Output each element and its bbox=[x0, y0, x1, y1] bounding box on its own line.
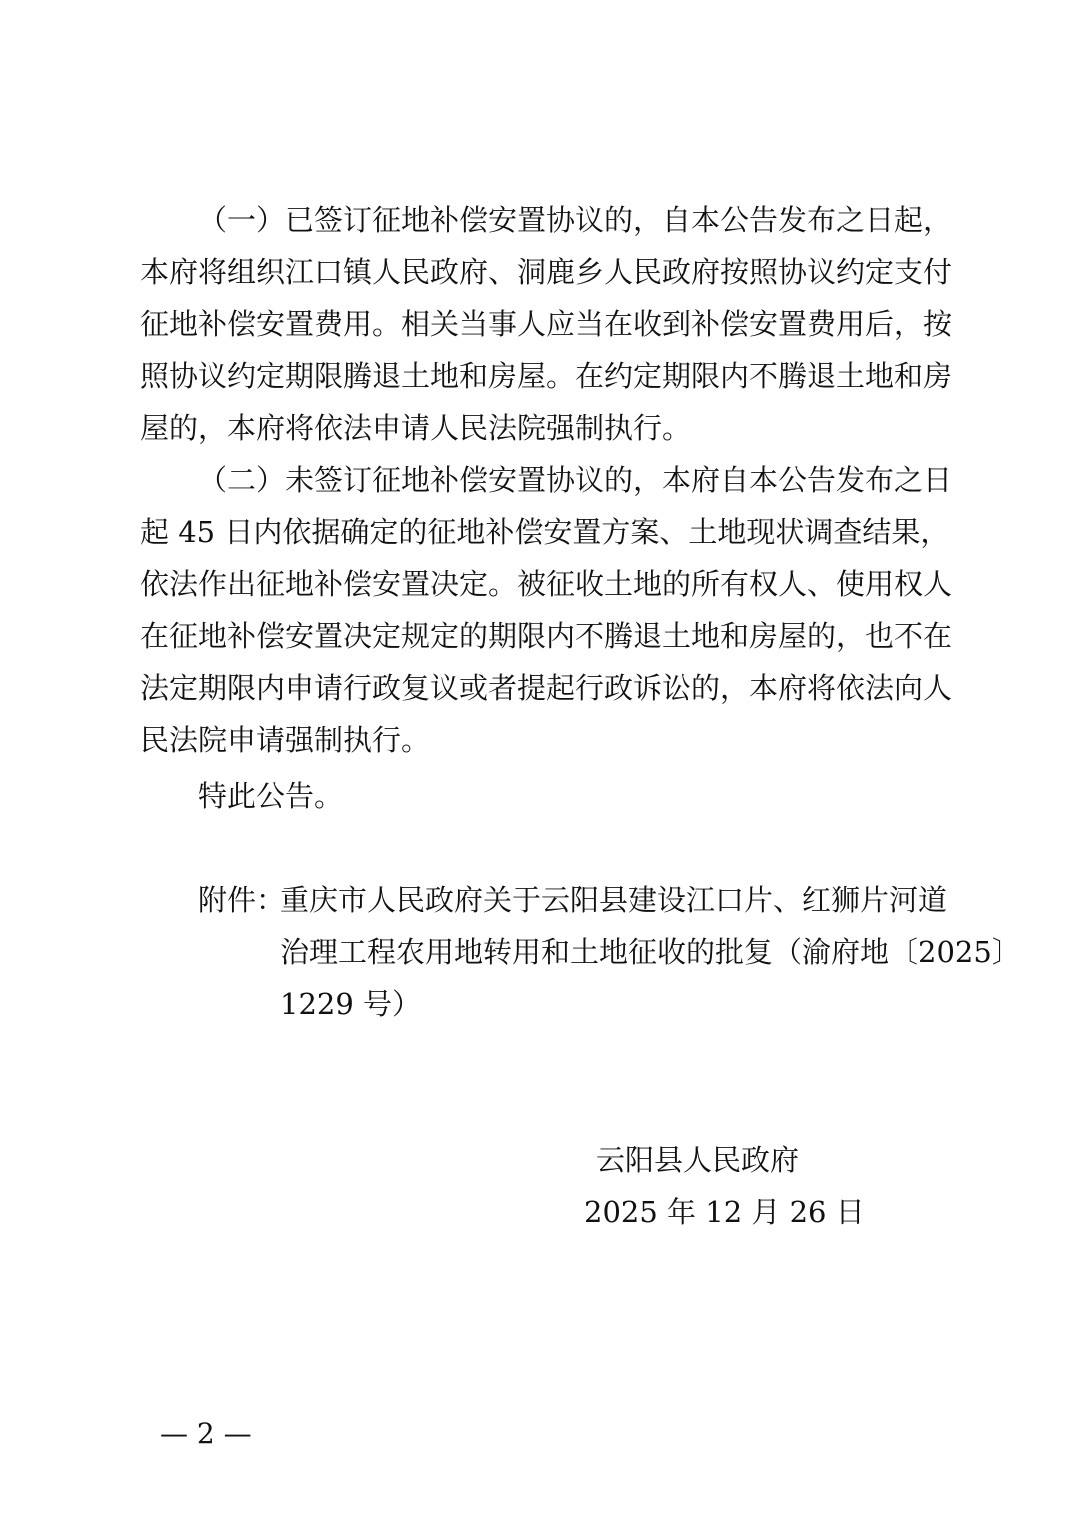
paragraph-1-line-5: 屋的，本府将依法申请人民法院强制执行。 bbox=[140, 411, 692, 445]
page-number: — 2 — bbox=[160, 1417, 252, 1450]
paragraph-2-line-3: 依法作出征地补偿安置决定。被征收土地的所有权人、使用权人 bbox=[140, 567, 953, 601]
paragraph-2-line-2: 起 45 日内依据确定的征地补偿安置方案、土地现状调查结果， bbox=[140, 515, 950, 549]
attachment-line-3: 1229 号） bbox=[280, 987, 422, 1021]
paragraph-1-line-1: （一）已签订征地补偿安置协议的，自本公告发布之日起， bbox=[198, 203, 953, 237]
signature-organization: 云阳县人民政府 bbox=[596, 1143, 800, 1177]
paragraph-1-line-4: 照协议约定期限腾退土地和房屋。在约定期限内不腾退土地和房 bbox=[140, 359, 953, 393]
attachment-label: 附件： bbox=[198, 883, 286, 917]
attachment-line-2: 治理工程农用地转用和土地征收的批复（渝府地〔2025〕 bbox=[280, 935, 1021, 969]
closing-text: 特此公告。 bbox=[198, 779, 344, 813]
paragraph-2-line-4: 在征地补偿安置决定规定的期限内不腾退土地和房屋的，也不在 bbox=[140, 619, 953, 653]
signature-date: 2025 年 12 月 26 日 bbox=[584, 1195, 865, 1229]
paragraph-1-line-3: 征地补偿安置费用。相关当事人应当在收到补偿安置费用后，按 bbox=[140, 307, 953, 341]
paragraph-1-line-2: 本府将组织江口镇人民政府、洞鹿乡人民政府按照协议约定支付 bbox=[140, 255, 953, 289]
paragraph-2-line-5: 法定期限内申请行政复议或者提起行政诉讼的，本府将依法向人 bbox=[140, 671, 953, 705]
paragraph-2-line-1: （二）未签订征地补偿安置协议的，本府自本公告发布之日 bbox=[198, 463, 953, 497]
attachment-line-1: 重庆市人民政府关于云阳县建设江口片、红狮片河道 bbox=[280, 883, 948, 917]
paragraph-2-line-6: 民法院申请强制执行。 bbox=[140, 723, 431, 757]
